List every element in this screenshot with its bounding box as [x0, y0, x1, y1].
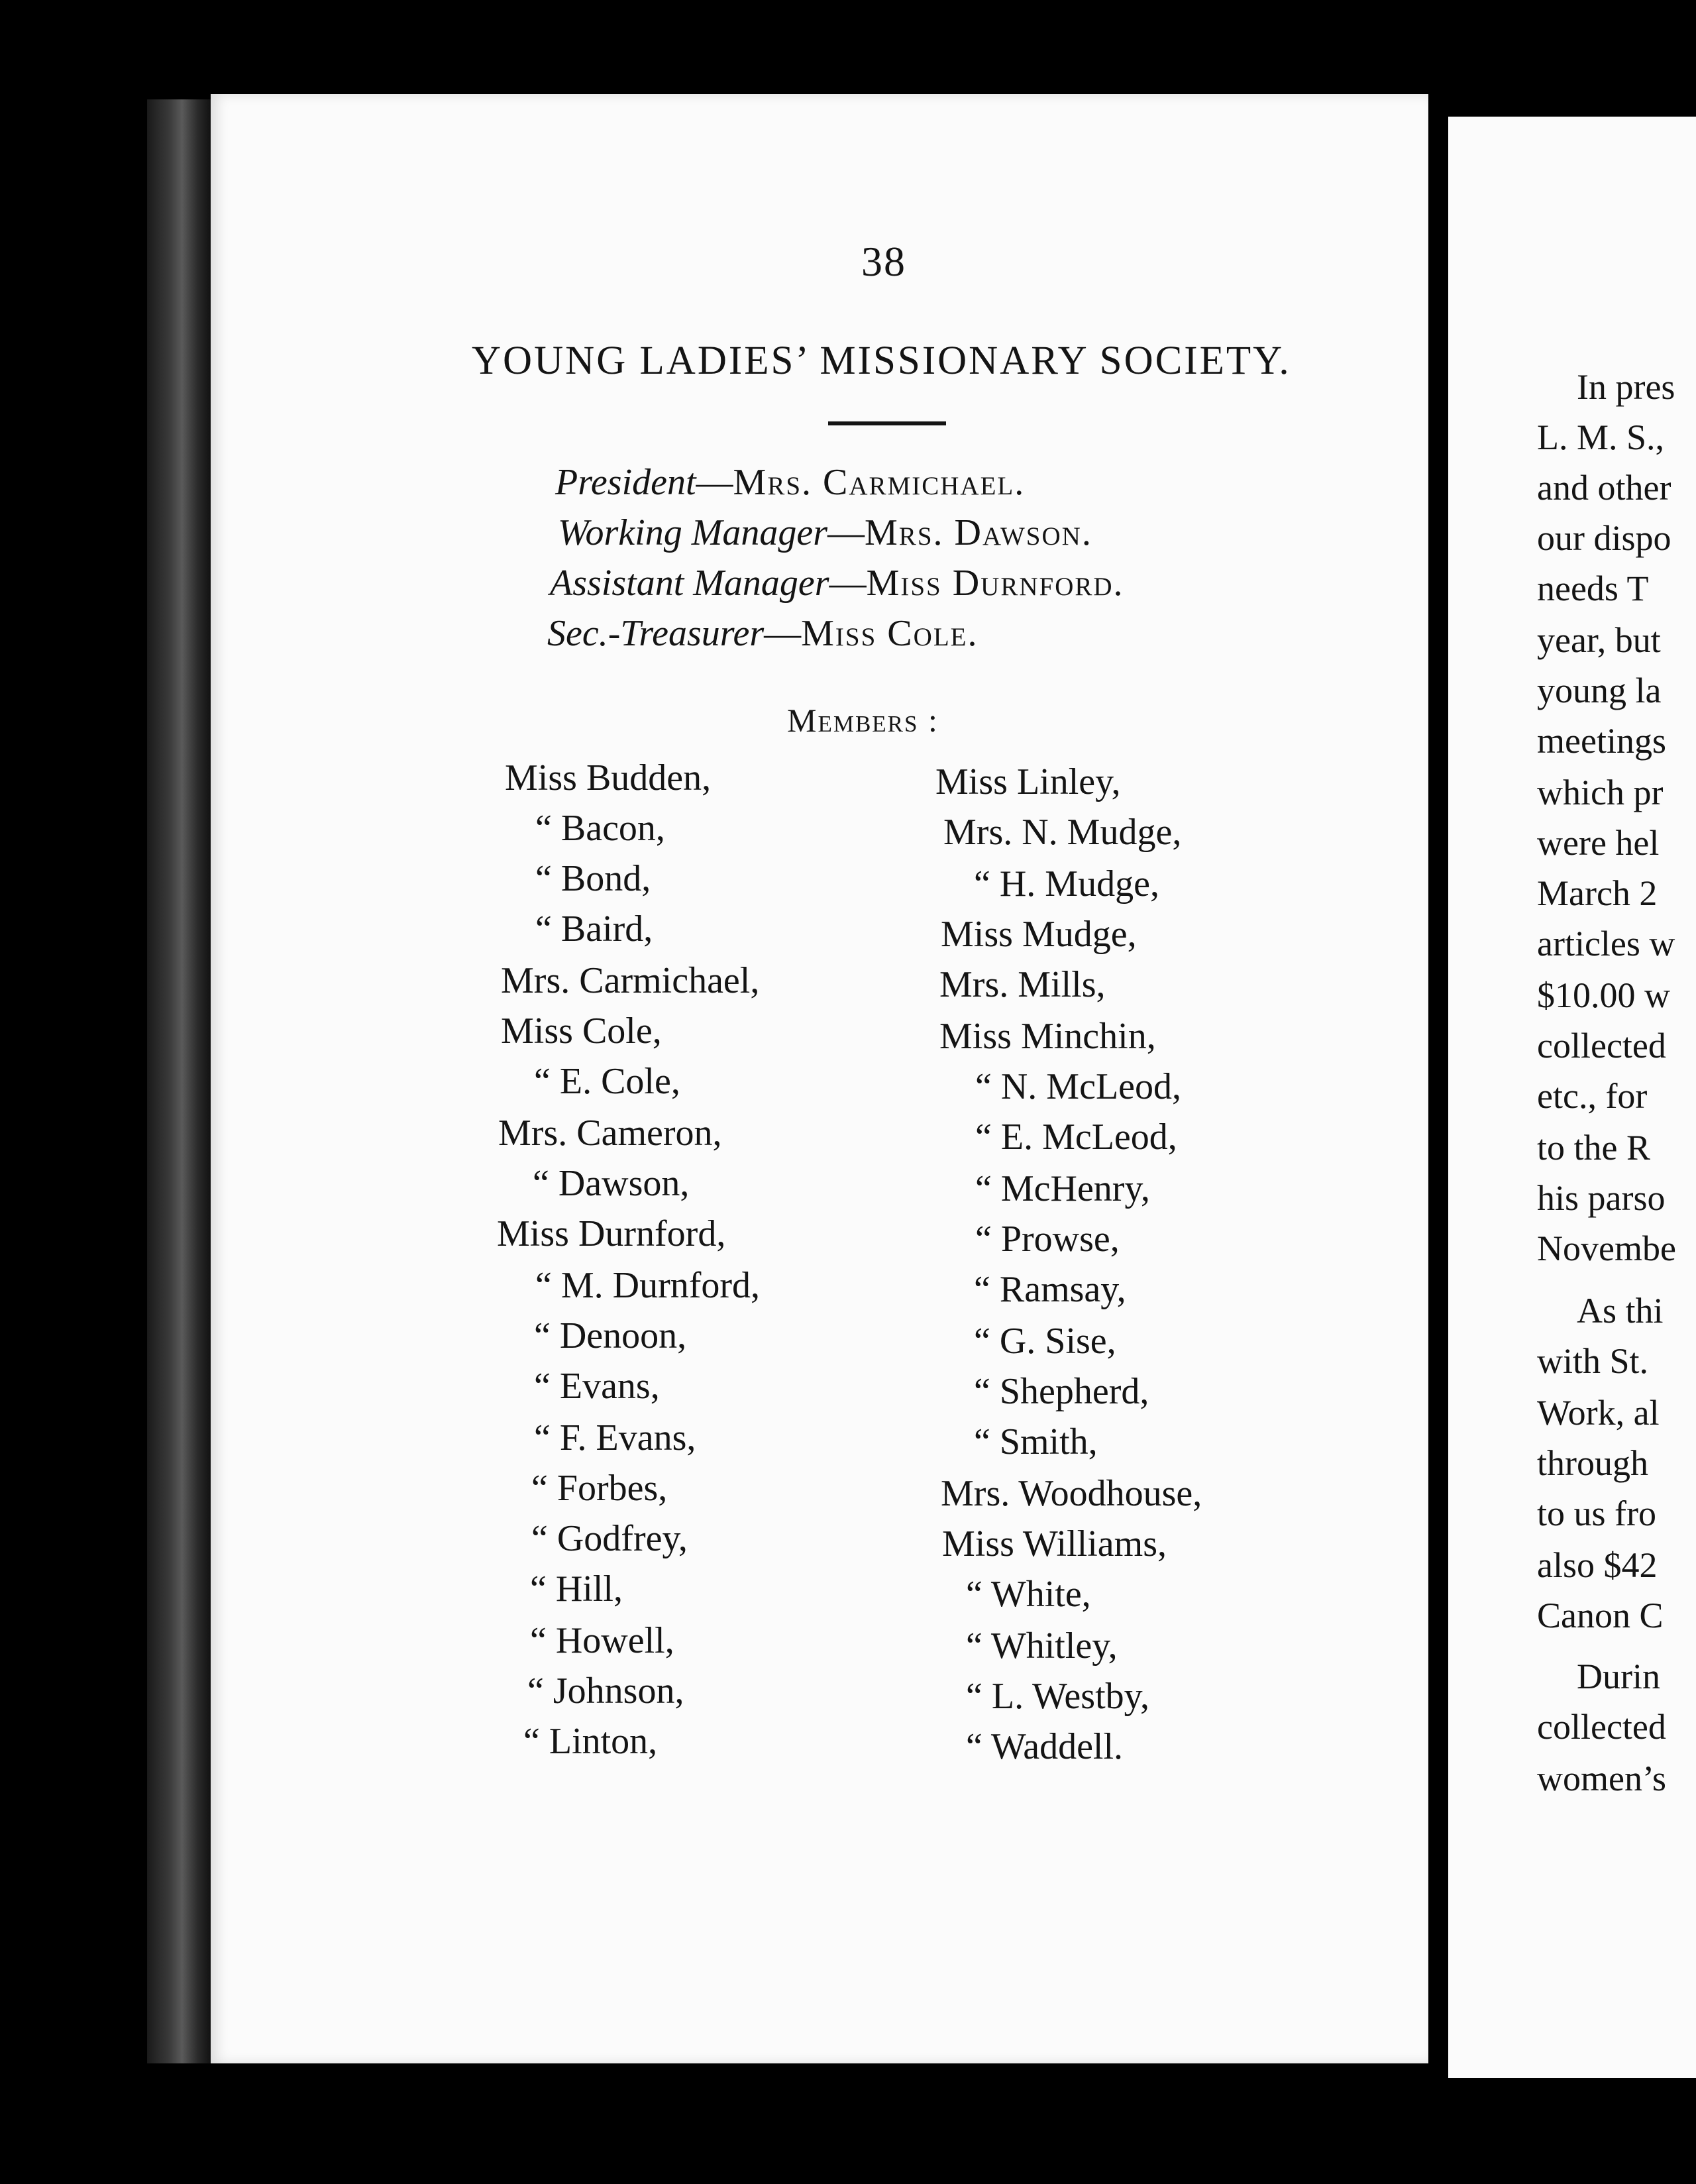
- member-entry: “ E. McLeod,: [975, 1117, 1177, 1158]
- officer-assistant-manager: [550, 562, 1124, 604]
- text-line: our dispo: [1537, 518, 1671, 558]
- member-entry: Miss Minchin,: [939, 1016, 1156, 1057]
- right-page-fragment: [1448, 117, 1696, 2078]
- text-line: through: [1537, 1443, 1648, 1483]
- member-entry: “ Waddell.: [966, 1726, 1124, 1767]
- officer-working-manager: [558, 512, 1092, 554]
- text-line: and other: [1537, 468, 1671, 508]
- member-entry: “ L. Westby,: [966, 1676, 1149, 1717]
- member-entry: “ N. McLeod,: [975, 1066, 1182, 1107]
- member-entry: Miss Williams,: [942, 1523, 1167, 1564]
- member-entry: “ Howell,: [530, 1620, 674, 1661]
- member-entry: Miss Budden,: [505, 757, 712, 798]
- member-entry: Miss Cole,: [501, 1010, 662, 1052]
- text-line: meetings: [1537, 721, 1666, 761]
- member-entry: Mrs. N. Mudge,: [943, 812, 1182, 853]
- member-entry: Miss Durnford,: [497, 1213, 726, 1254]
- left-page: [211, 94, 1428, 2063]
- book-spine: [147, 99, 211, 2063]
- member-entry: “ Whitley,: [966, 1625, 1118, 1666]
- member-entry: “ McHenry,: [975, 1168, 1150, 1209]
- member-entry: “ Baird,: [535, 908, 653, 950]
- member-entry: “ Dawson,: [533, 1163, 690, 1204]
- text-line: etc., for: [1537, 1076, 1648, 1116]
- officer-sec-treasurer: [547, 612, 978, 655]
- text-line: collected: [1537, 1026, 1666, 1065]
- text-line: Work, al: [1537, 1393, 1660, 1433]
- officer-dash: —: [829, 563, 867, 604]
- text-line: also $42: [1537, 1545, 1658, 1585]
- text-line: needs T: [1537, 569, 1649, 608]
- officer-role: President: [555, 462, 696, 503]
- member-entry: “ Godfrey,: [531, 1518, 688, 1559]
- member-entry: “ Bacon,: [535, 808, 665, 849]
- member-entry: “ Denoon,: [534, 1315, 687, 1356]
- member-entry: “ G. Sise,: [974, 1321, 1116, 1362]
- member-entry: “ Evans,: [534, 1366, 660, 1407]
- member-entry: “ Prowse,: [975, 1219, 1120, 1260]
- member-entry: “ M. Durnford,: [535, 1265, 761, 1306]
- member-entry: “ Ramsay,: [974, 1269, 1126, 1310]
- text-line: to the R: [1537, 1128, 1650, 1168]
- text-line: Durin: [1577, 1657, 1660, 1696]
- member-entry: “ Shepherd,: [974, 1371, 1149, 1412]
- text-line: In pres: [1577, 367, 1675, 407]
- officer-name: Miss Durnford.: [866, 563, 1124, 604]
- text-line: his parso: [1537, 1178, 1666, 1218]
- member-entry: “ White,: [966, 1574, 1091, 1615]
- member-entry: “ Linton,: [523, 1721, 658, 1762]
- text-line: L. M. S.,: [1537, 417, 1665, 457]
- member-entry: “ Forbes,: [531, 1468, 668, 1509]
- text-line: young la: [1537, 671, 1662, 710]
- text-line: March 2: [1537, 873, 1658, 913]
- officer-role: Assistant Manager: [550, 563, 829, 604]
- member-entry: Mrs. Cameron,: [498, 1113, 722, 1154]
- member-entry: “ F. Evans,: [534, 1417, 696, 1458]
- text-line: women’s: [1537, 1759, 1666, 1798]
- member-entry: “ Smith,: [974, 1421, 1098, 1462]
- officer-name: Miss Cole.: [801, 613, 979, 654]
- text-line: As thi: [1577, 1291, 1664, 1331]
- title-rule: [828, 421, 946, 425]
- page-number: 38: [861, 238, 906, 285]
- officer-dash: —: [764, 613, 802, 654]
- text-line: were hel: [1537, 823, 1660, 863]
- member-entry: “ E. Cole,: [534, 1061, 680, 1102]
- text-line: articles w: [1537, 924, 1675, 963]
- text-line: year, but: [1537, 620, 1661, 660]
- member-entry: “ Johnson,: [527, 1670, 684, 1712]
- officer-president: [555, 461, 1025, 504]
- member-entry: Mrs. Carmichael,: [501, 960, 760, 1001]
- officer-role: Working Manager: [558, 512, 828, 553]
- text-line: $10.00 w: [1537, 975, 1670, 1015]
- member-entry: Miss Mudge,: [941, 914, 1137, 955]
- page-title: YOUNG LADIES’ MISSIONARY SOCIETY.: [472, 339, 1291, 383]
- text-line: Canon C: [1537, 1596, 1664, 1635]
- member-entry: Mrs. Woodhouse,: [941, 1473, 1202, 1514]
- member-entry: “ Hill,: [530, 1568, 623, 1610]
- officer-name: Mrs. Dawson.: [865, 512, 1092, 553]
- officer-role: Sec.-Treasurer: [547, 613, 765, 654]
- member-entry: Mrs. Mills,: [939, 964, 1106, 1005]
- member-entry: “ H. Mudge,: [974, 863, 1159, 904]
- member-entry: Miss Linley,: [935, 761, 1121, 802]
- members-heading: Members :: [787, 702, 939, 739]
- text-line: with St.: [1537, 1341, 1649, 1381]
- member-entry: “ Bond,: [535, 858, 651, 899]
- text-line: collected: [1537, 1707, 1666, 1747]
- text-line: which pr: [1537, 773, 1664, 812]
- text-line: Novembe: [1537, 1228, 1676, 1268]
- officer-dash: —: [696, 462, 733, 503]
- officer-dash: —: [827, 512, 865, 553]
- text-line: to us fro: [1537, 1494, 1656, 1533]
- officer-name: Mrs. Carmichael.: [733, 462, 1026, 503]
